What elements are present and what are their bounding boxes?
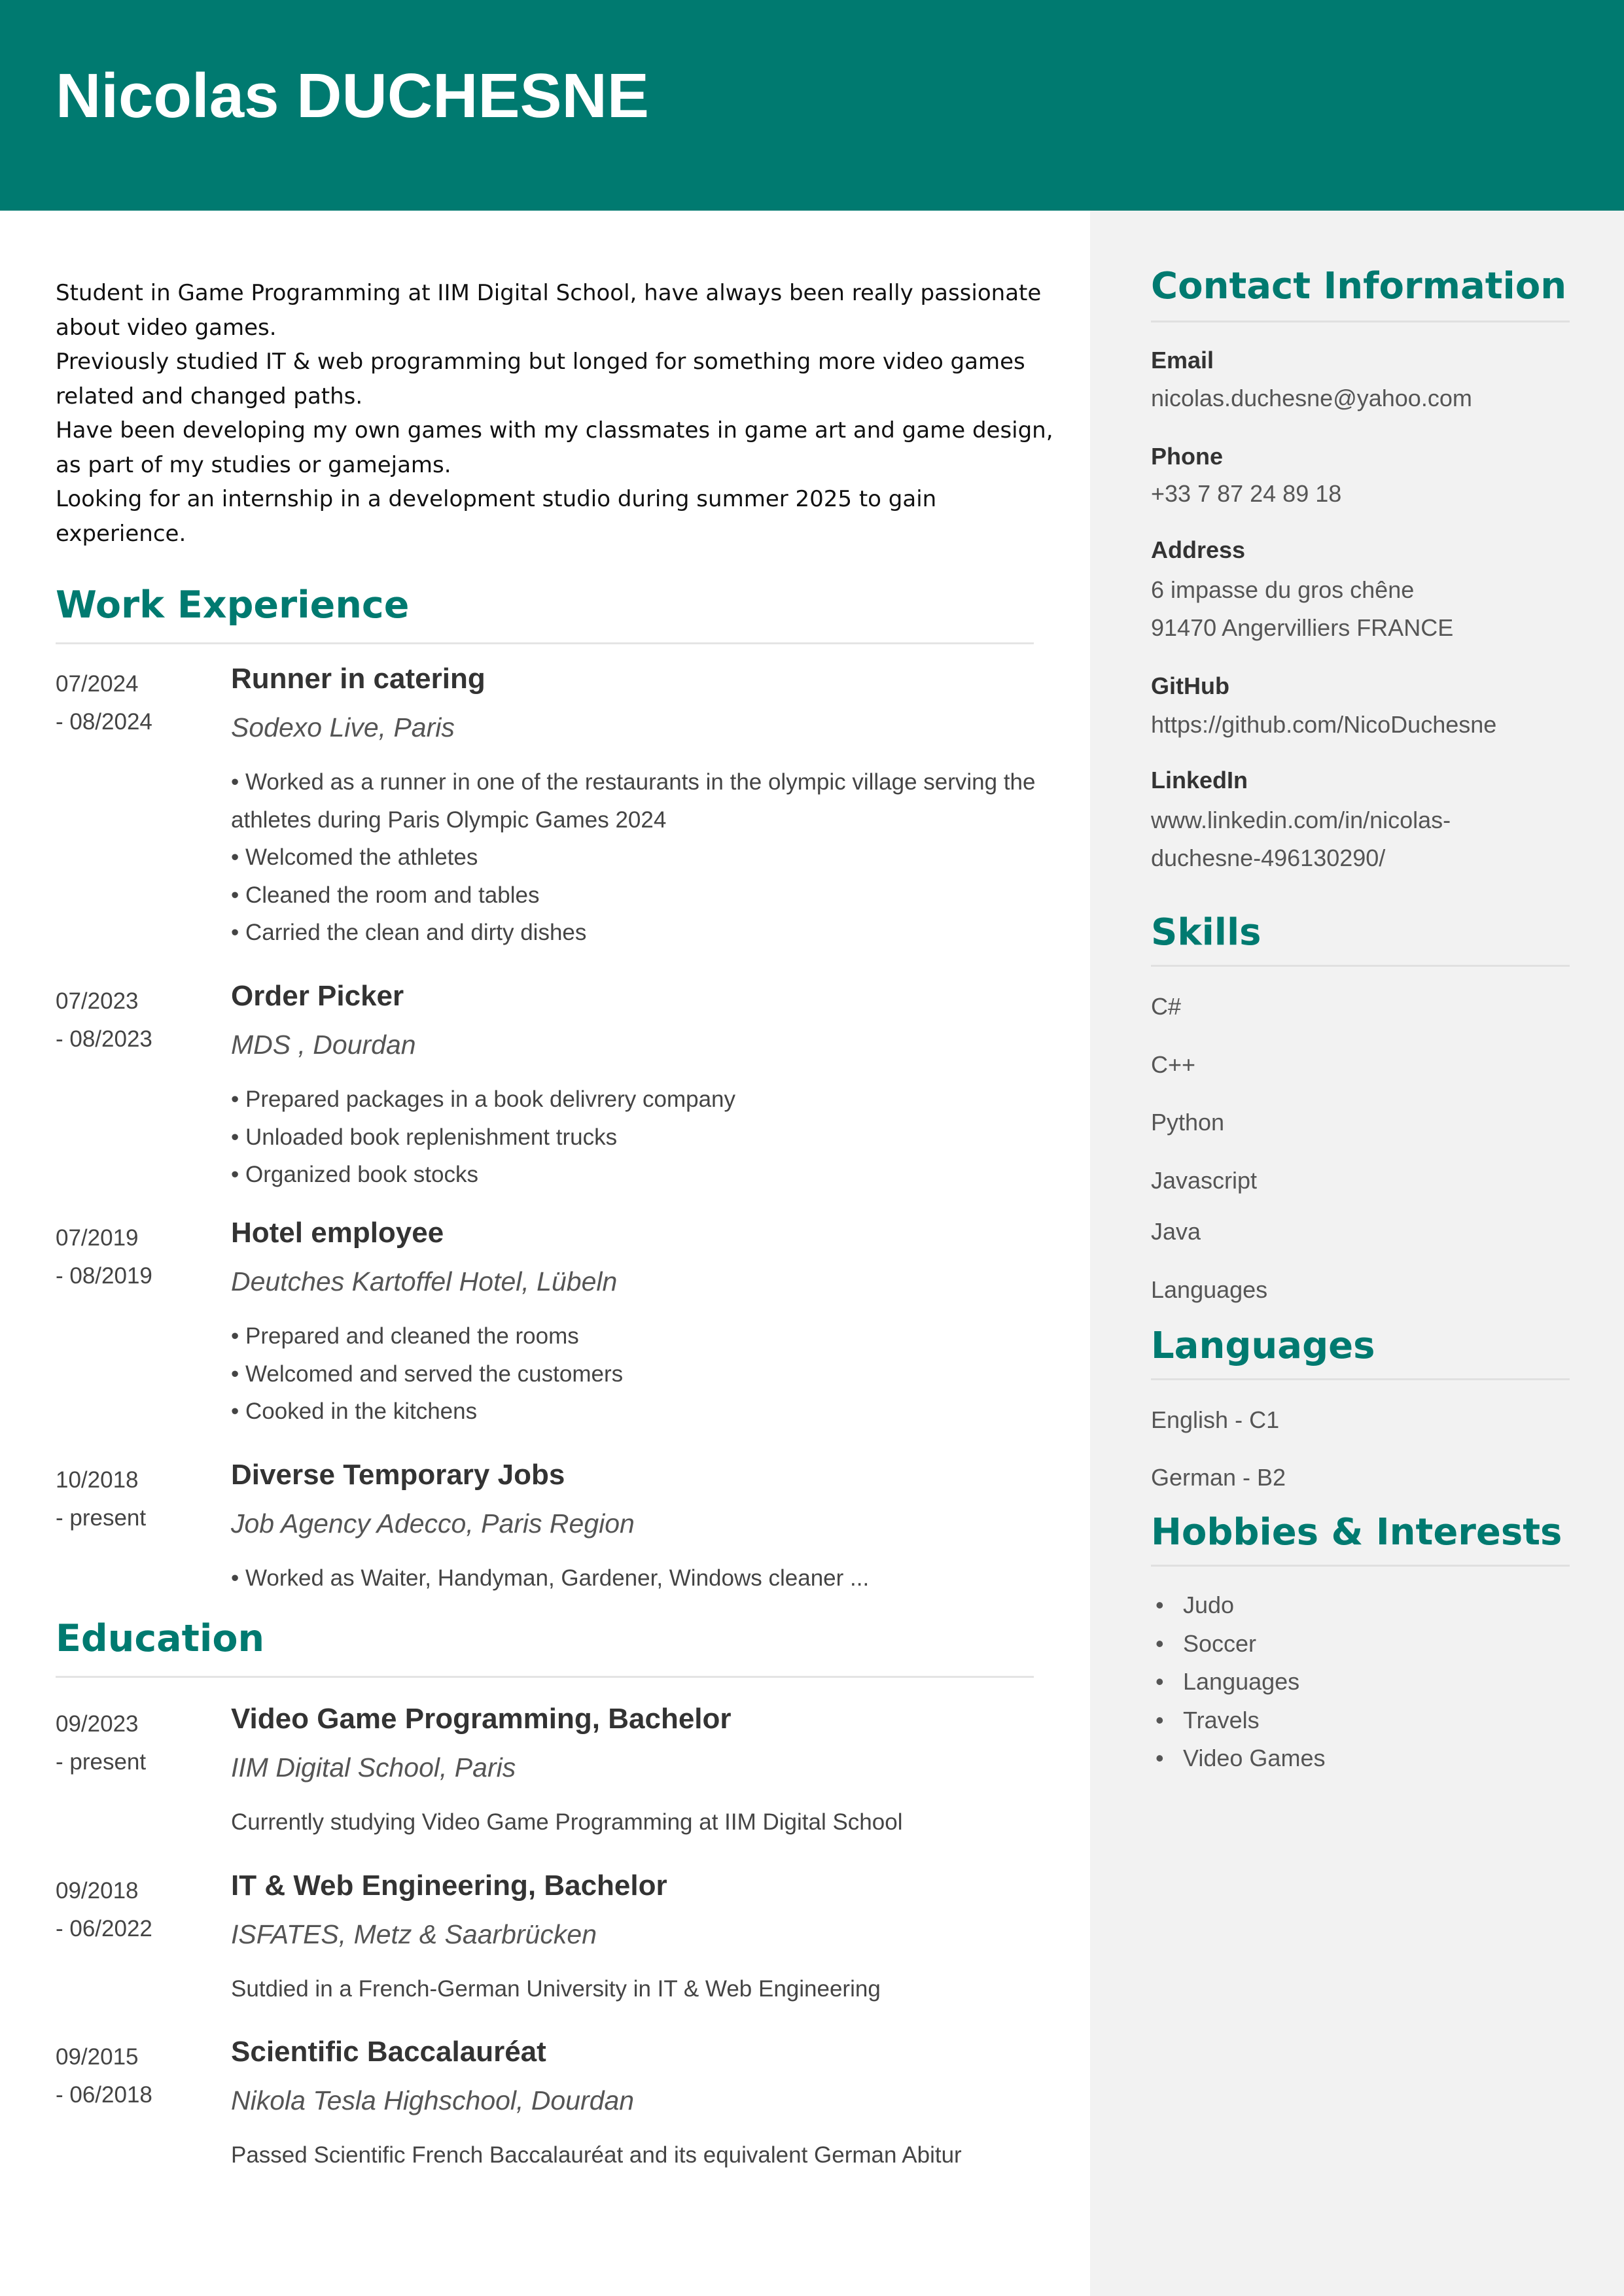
skill-item: Javascript (1151, 1167, 1258, 1194)
skills-divider (1151, 965, 1570, 967)
job-title: Diverse Temporary Jobs (231, 1459, 565, 1491)
summary-line: Looking for an internship in a development studio during summer 2025 to gain experience. (56, 486, 937, 547)
job-bullet: • Unloaded book replenishment trucks (231, 1119, 1042, 1157)
linkedin-label: LinkedIn (1151, 767, 1248, 793)
skills-title: Skills (1151, 911, 1262, 954)
language-item: German - B2 (1151, 1464, 1286, 1491)
job-bullet: • Prepared packages in a book delivrery company (231, 1081, 1042, 1119)
contact-title: Contact Information (1151, 265, 1567, 307)
date-to: - 08/2023 (56, 1026, 152, 1052)
entry-date (56, 983, 219, 1058)
address-label: Address (1151, 536, 1246, 563)
hobby-item: • Video Games (1156, 1739, 1325, 1778)
job-bullet: • Welcomed and served the customers (231, 1355, 1042, 1393)
contact-divider (1151, 321, 1570, 322)
company: Deutches Kartoffel Hotel, Lübeln (231, 1266, 618, 1296)
date-to: - 06/2018 (56, 2082, 152, 2108)
work-divider (56, 642, 1034, 644)
entry-date (56, 665, 219, 741)
summary-line: Previously studied IT & web programming but longed for something more video games related and changed paths. (56, 349, 1025, 409)
school: ISFATES, Metz & Saarbrücken (231, 1919, 597, 1949)
job-bullet: • Cooked in the kitchens (231, 1393, 1042, 1431)
date-from: 07/2024 (56, 671, 139, 697)
date-to: - 08/2024 (56, 709, 152, 735)
job-bullet: • Worked as Waiter, Handyman, Gardener, Windows cleaner ... (231, 1559, 1042, 1597)
education-title: Education (56, 1617, 265, 1660)
job-bullet: • Prepared and cleaned the rooms (231, 1317, 1042, 1355)
phone-value[interactable]: +33 7 87 24 89 18 (1151, 480, 1342, 507)
summary (56, 276, 1063, 551)
hobby-item: • Travels (1156, 1701, 1325, 1740)
address-line: 6 impasse du gros chêne (1151, 576, 1415, 603)
date-from: 07/2023 (56, 988, 139, 1014)
degree-title: IT & Web Engineering, Bachelor (231, 1870, 667, 1902)
education-divider (56, 1676, 1034, 1678)
job-bullet: • Welcomed the athletes (231, 839, 1042, 877)
hobbies-title: Hobbies & Interests (1151, 1511, 1562, 1554)
degree-description: Passed Scientific French Baccalauréat and its equivalent German Abitur (231, 2142, 962, 2168)
skill-item: C# (1151, 993, 1182, 1020)
linkedin-link[interactable]: duchesne-496130290/ (1151, 844, 1386, 871)
hobby-item: • Soccer (1156, 1625, 1325, 1663)
date-to: - 06/2022 (56, 1916, 152, 1941)
candidate-name: Nicolas DUCHESNE (56, 61, 649, 131)
job-details (231, 763, 1042, 952)
job-bullet: • Carried the clean and dirty dishes (231, 914, 1042, 952)
languages-divider (1151, 1378, 1570, 1380)
work-experience-title: Work Experience (56, 583, 410, 627)
job-bullet: • Organized book stocks (231, 1156, 1042, 1194)
summary-line: Student in Game Programming at IIM Digital School, have always been really passionate about video games. (56, 280, 1042, 341)
date-to: - present (56, 1749, 147, 1775)
skill-item: Python (1151, 1109, 1225, 1136)
github-label: GitHub (1151, 672, 1229, 699)
sidebar-content (1090, 0, 1624, 2296)
job-title: Hotel employee (231, 1217, 444, 1249)
entry-date (56, 1705, 219, 1781)
entry-date (56, 1219, 219, 1295)
date-from: 09/2023 (56, 1711, 139, 1737)
company: Job Agency Adecco, Paris Region (231, 1508, 635, 1539)
linkedin-link[interactable]: www.linkedin.com/in/nicolas- (1151, 807, 1451, 833)
hobby-item: • Languages (1156, 1663, 1325, 1701)
entry-date (56, 2038, 219, 2114)
job-details (231, 1559, 1042, 1597)
company: MDS , Dourdan (231, 1030, 416, 1060)
skill-item: Languages (1151, 1276, 1268, 1303)
job-title: Runner in catering (231, 663, 485, 695)
degree-title: Scientific Baccalauréat (231, 2036, 546, 2068)
phone-label: Phone (1151, 443, 1224, 470)
language-item: English - C1 (1151, 1406, 1280, 1433)
date-from: 09/2018 (56, 1878, 139, 1904)
summary-line: Have been developing my own games with my classmates in game art and game design, as part of my studies or gamejams. (56, 417, 1053, 478)
job-title: Order Picker (231, 980, 404, 1012)
hobbies-list (1156, 1586, 1325, 1778)
degree-title: Video Game Programming, Bachelor (231, 1703, 732, 1735)
job-details (231, 1317, 1042, 1431)
job-details (231, 1081, 1042, 1194)
company: Sodexo Live, Paris (231, 712, 455, 742)
school: Nikola Tesla Highschool, Dourdan (231, 2085, 635, 2115)
skill-item: C++ (1151, 1051, 1196, 1078)
address-line: 91470 Angervilliers FRANCE (1151, 614, 1454, 641)
skill-item: Java (1151, 1218, 1201, 1245)
degree-description: Currently studying Video Game Programming at IIM Digital School (231, 1809, 903, 1835)
github-link[interactable]: https://github.com/NicoDuchesne (1151, 711, 1497, 738)
job-bullet: • Cleaned the room and tables (231, 877, 1042, 914)
date-to: - present (56, 1505, 147, 1531)
date-from: 07/2019 (56, 1225, 139, 1251)
languages-title: Languages (1151, 1325, 1375, 1367)
date-from: 09/2015 (56, 2044, 139, 2070)
date-to: - 08/2019 (56, 1263, 152, 1289)
date-from: 10/2018 (56, 1467, 139, 1493)
email-label: Email (1151, 347, 1214, 374)
school: IIM Digital School, Paris (231, 1752, 516, 1783)
degree-description: Sutdied in a French-German University in IT & Web Engineering (231, 1976, 881, 2002)
entry-date (56, 1461, 219, 1537)
entry-date (56, 1872, 219, 1948)
hobbies-divider (1151, 1565, 1570, 1567)
email-value[interactable]: nicolas.duchesne@yahoo.com (1151, 385, 1472, 411)
job-bullet: • Worked as a runner in one of the restaurants in the olympic village serving the athletes during Paris Olympic Games 2024 (231, 763, 1042, 839)
hobby-item: • Judo (1156, 1586, 1325, 1625)
